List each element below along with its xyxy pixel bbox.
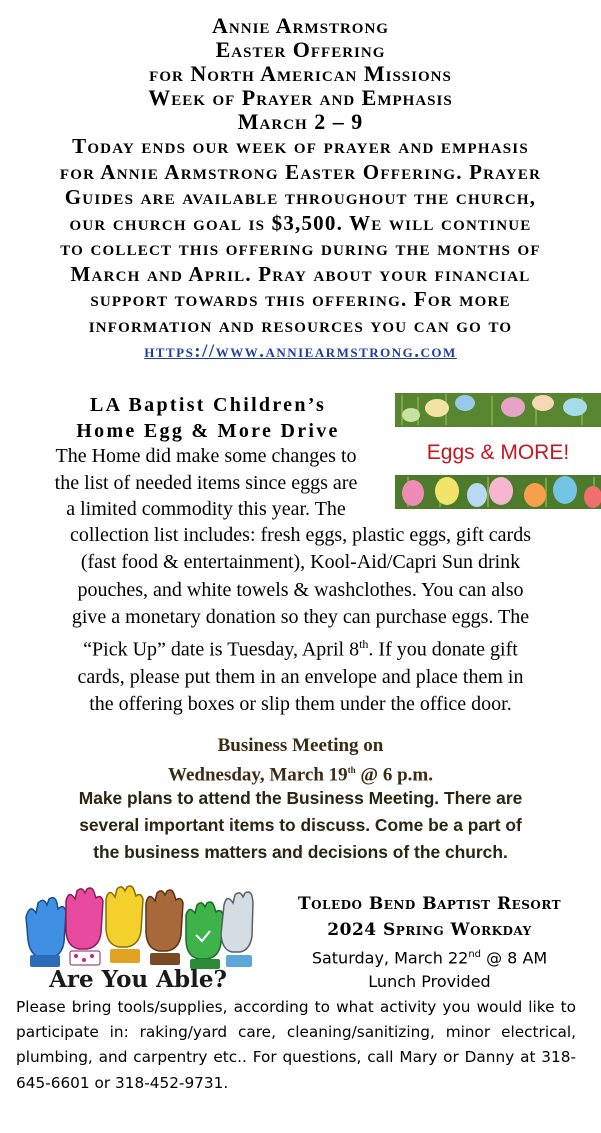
egg-lead-line-3: a limited commodity this year. The [66,498,346,520]
business-body-line-2: several important items to discuss. Come be a part of [79,815,522,835]
pickup-date-text: “Pick Up” date is Tuesday, April 8 [83,638,360,661]
business-meeting-body [14,785,587,866]
egg-lead-line-2: the list of needed items since eggs are [54,471,358,494]
pickup-date-after: . If you donate gift [368,638,518,661]
workday-date-text: Saturday, March 22 [311,948,469,968]
annie-title-line-2: Easter Offering [215,37,386,62]
business-heading-line: Business Meeting on [217,735,384,756]
business-body-line-1: Make plans to attend the Business Meeting. There are [78,788,523,808]
annie-body-line-4: our church goal is $3,500. We will continue [69,210,532,235]
egg-closing-line-1: cards, please put them in an envelope and place them in [77,666,524,689]
annie-body-line-6: March and April. Pray about your financial [70,261,531,286]
workday-body: Please bring tools/supplies, according to what activity you would like to participate in: raking/yard care, cleaning/sanitizing, minor electrical, plumbing, and carpentry etc.. For questions, call Mary or Danny at 318-645-6601 or 318-452-9731. [16,998,576,1092]
egg-lead-line-1: The Home did make some changes to [55,445,357,467]
egg-pickup-line [10,631,591,664]
annie-body-line-8: information and resources you can go to [88,312,513,337]
eggs-and-more-caption: Eggs & MORE! [426,441,570,464]
business-date-line [0,758,601,787]
egg-drive-lead [16,443,396,523]
egg-body-line-2: (fast food & entertainment), Kool-Aid/Capri Sun drink [80,551,521,574]
eggs-and-more-image [395,393,601,509]
are-you-able-gloves-image [20,885,256,993]
work-gloves-icon [26,886,253,969]
annie-title-line-4: Week of Prayer and Emphasis [148,85,453,110]
are-you-able-caption: Are You Able? [49,966,227,993]
egg-body-line-3: pouches, and white towels & washclothes. You can also [77,578,524,601]
pickup-date-suffix: th [359,637,369,652]
egg-drive-title-line-2: Home Egg & More Drive [76,420,340,442]
business-date-text: Wednesday, March 19 [168,764,348,786]
workday-title-line-2: 2024 Spring Workday [327,920,532,940]
annie-title-line-1: Annie Armstrong [212,13,389,38]
workday-lunch-line: Lunch Provided [368,972,491,992]
annie-armstrong-link[interactable]: https://www.anniearmstrong.com [144,341,457,362]
business-meeting-heading [0,733,601,787]
annie-title-line-5: March 2 – 9 [237,109,364,134]
annie-title-line-3: for North American Missions [149,61,452,86]
annie-armstrong-section [0,14,601,365]
annie-body-line-3: Guides are available throughout the church, [64,185,537,209]
annie-body-line-2: for Annie Armstrong Easter Offering. Prayer [59,159,542,184]
egg-drive-body [10,522,591,719]
annie-body-line-5: to collect this offering during the months of [60,236,541,260]
workday-heading [258,891,601,994]
annie-body-line-1: Today ends our week of prayer and emphasis [72,134,529,158]
workday-date-suffix: nd [468,949,481,960]
annie-body-line-7: support towards this offering. For more [90,287,511,311]
egg-drive-title-line-1: LA Baptist Children’s [89,394,327,416]
egg-drive-title [18,392,398,444]
business-time-text: @ 6 p.m. [355,764,433,786]
workday-date-line [258,943,601,970]
egg-body-line-4: give a monetary donation so they can purchase eggs. The [71,605,530,628]
business-date-suffix: th [347,765,356,775]
workday-title-line-1: Toledo Bend Baptist Resort [297,894,562,914]
egg-closing-line-2: the offering boxes or slip them under the office door. [89,693,512,716]
egg-body-line-1: collection list includes: fresh eggs, plastic eggs, gift cards [70,524,531,546]
workday-time-text: @ 8 AM [481,948,548,968]
business-body-line-3: the business matters and decisions of the church. [93,842,508,862]
